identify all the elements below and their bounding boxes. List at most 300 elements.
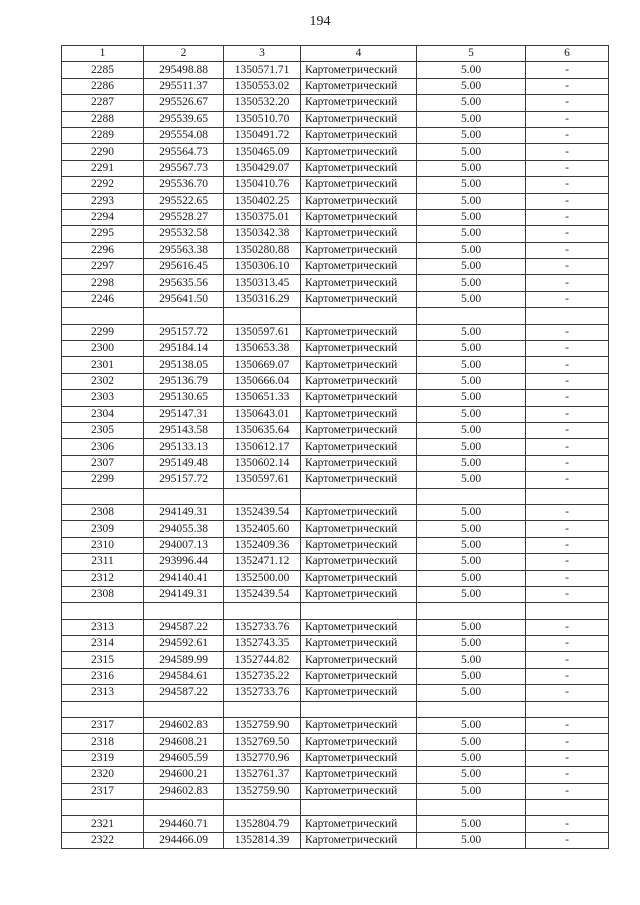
cell-description: -	[526, 341, 609, 357]
cell-description: -	[526, 209, 609, 225]
cell-y-coordinate: 1350429.07	[224, 160, 301, 176]
cell-point-number	[62, 701, 144, 717]
cell-description: -	[526, 406, 609, 422]
cell-y-coordinate: 1352405.60	[224, 521, 301, 537]
cell-point-number: 2296	[62, 242, 144, 258]
cell-point-number: 2308	[62, 504, 144, 520]
cell-method: Картометрический	[301, 521, 417, 537]
cell-point-number: 2310	[62, 537, 144, 553]
cell-y-coordinate: 1350410.76	[224, 177, 301, 193]
cell-accuracy: 5.00	[417, 521, 526, 537]
cell-x-coordinate: 295136.79	[144, 373, 224, 389]
cell-point-number	[62, 488, 144, 504]
table-row	[62, 144, 609, 160]
separator-row	[62, 603, 609, 619]
cell-point-number: 2298	[62, 275, 144, 291]
table-row	[62, 160, 609, 176]
coordinates-table	[61, 45, 609, 849]
cell-accuracy: 5.00	[417, 62, 526, 78]
cell-accuracy: 5.00	[417, 455, 526, 471]
cell-x-coordinate: 295138.05	[144, 357, 224, 373]
cell-x-coordinate: 294608.21	[144, 734, 224, 750]
cell-method	[301, 701, 417, 717]
cell-point-number: 2287	[62, 95, 144, 111]
cell-method: Картометрический	[301, 685, 417, 701]
cell-description: -	[526, 390, 609, 406]
cell-accuracy: 5.00	[417, 144, 526, 160]
cell-description: -	[526, 586, 609, 602]
cell-method: Картометрический	[301, 144, 417, 160]
cell-x-coordinate: 294466.09	[144, 832, 224, 848]
cell-x-coordinate	[144, 701, 224, 717]
cell-accuracy: 5.00	[417, 554, 526, 570]
cell-x-coordinate: 295133.13	[144, 439, 224, 455]
cell-method: Картометрический	[301, 291, 417, 307]
cell-method: Картометрический	[301, 455, 417, 471]
cell-method	[301, 603, 417, 619]
table-row	[62, 439, 609, 455]
table-row	[62, 127, 609, 143]
cell-point-number: 2317	[62, 783, 144, 799]
cell-x-coordinate: 294149.31	[144, 504, 224, 520]
cell-y-coordinate	[224, 603, 301, 619]
cell-x-coordinate: 295143.58	[144, 422, 224, 438]
cell-method: Картометрический	[301, 570, 417, 586]
cell-y-coordinate: 1350612.17	[224, 439, 301, 455]
cell-method: Картометрический	[301, 652, 417, 668]
cell-accuracy: 5.00	[417, 226, 526, 242]
table-row	[62, 554, 609, 570]
cell-y-coordinate: 1352743.35	[224, 636, 301, 652]
cell-description: -	[526, 750, 609, 766]
cell-point-number: 2294	[62, 209, 144, 225]
cell-point-number: 2308	[62, 586, 144, 602]
cell-accuracy: 5.00	[417, 652, 526, 668]
cell-x-coordinate: 294149.31	[144, 586, 224, 602]
cell-description: -	[526, 78, 609, 94]
table-row	[62, 668, 609, 684]
cell-point-number: 2293	[62, 193, 144, 209]
cell-accuracy: 5.00	[417, 209, 526, 225]
table-row	[62, 718, 609, 734]
cell-point-number: 2285	[62, 62, 144, 78]
cell-point-number: 2318	[62, 734, 144, 750]
cell-accuracy: 5.00	[417, 177, 526, 193]
cell-x-coordinate: 294587.22	[144, 619, 224, 635]
cell-point-number: 2302	[62, 373, 144, 389]
cell-x-coordinate: 295641.50	[144, 291, 224, 307]
cell-method: Картометрический	[301, 422, 417, 438]
cell-y-coordinate: 1352733.76	[224, 619, 301, 635]
cell-method: Картометрический	[301, 160, 417, 176]
cell-y-coordinate: 1352769.50	[224, 734, 301, 750]
table-row	[62, 357, 609, 373]
cell-y-coordinate: 1352735.22	[224, 668, 301, 684]
cell-accuracy	[417, 603, 526, 619]
table-row	[62, 586, 609, 602]
cell-x-coordinate: 295526.67	[144, 95, 224, 111]
cell-method: Картометрический	[301, 750, 417, 766]
cell-y-coordinate: 1350402.25	[224, 193, 301, 209]
cell-accuracy: 5.00	[417, 242, 526, 258]
cell-x-coordinate: 294589.99	[144, 652, 224, 668]
cell-accuracy: 5.00	[417, 390, 526, 406]
separator-row	[62, 799, 609, 815]
cell-y-coordinate: 1350553.02	[224, 78, 301, 94]
cell-x-coordinate: 295539.65	[144, 111, 224, 127]
cell-accuracy: 5.00	[417, 439, 526, 455]
cell-point-number	[62, 308, 144, 324]
cell-method	[301, 488, 417, 504]
table-row	[62, 816, 609, 832]
cell-x-coordinate: 295532.58	[144, 226, 224, 242]
cell-accuracy: 5.00	[417, 816, 526, 832]
header-cell-1: 1	[62, 46, 144, 62]
cell-point-number: 2304	[62, 406, 144, 422]
cell-accuracy: 5.00	[417, 832, 526, 848]
table-row	[62, 832, 609, 848]
cell-point-number: 2313	[62, 685, 144, 701]
cell-accuracy: 5.00	[417, 422, 526, 438]
cell-x-coordinate: 295528.27	[144, 209, 224, 225]
cell-method: Картометрический	[301, 472, 417, 488]
cell-method: Картометрический	[301, 504, 417, 520]
cell-description: -	[526, 718, 609, 734]
cell-accuracy: 5.00	[417, 357, 526, 373]
cell-accuracy: 5.00	[417, 95, 526, 111]
cell-accuracy: 5.00	[417, 275, 526, 291]
cell-point-number	[62, 799, 144, 815]
cell-point-number: 2319	[62, 750, 144, 766]
cell-description: -	[526, 767, 609, 783]
cell-method: Картометрический	[301, 734, 417, 750]
cell-accuracy: 5.00	[417, 373, 526, 389]
cell-description: -	[526, 816, 609, 832]
cell-x-coordinate: 295149.48	[144, 455, 224, 471]
cell-x-coordinate: 294605.59	[144, 750, 224, 766]
cell-x-coordinate: 294140.41	[144, 570, 224, 586]
cell-description: -	[526, 373, 609, 389]
cell-description: -	[526, 636, 609, 652]
cell-accuracy: 5.00	[417, 160, 526, 176]
cell-y-coordinate: 1350651.33	[224, 390, 301, 406]
cell-accuracy	[417, 308, 526, 324]
cell-y-coordinate: 1352759.90	[224, 783, 301, 799]
cell-x-coordinate: 295498.88	[144, 62, 224, 78]
table-header-row	[62, 46, 609, 62]
cell-x-coordinate: 294007.13	[144, 537, 224, 553]
cell-x-coordinate: 294460.71	[144, 816, 224, 832]
header-cell-3: 3	[224, 46, 301, 62]
cell-point-number: 2307	[62, 455, 144, 471]
table-row	[62, 390, 609, 406]
cell-point-number: 2301	[62, 357, 144, 373]
table-row	[62, 734, 609, 750]
cell-description: -	[526, 521, 609, 537]
table-row	[62, 177, 609, 193]
cell-accuracy: 5.00	[417, 718, 526, 734]
cell-description: -	[526, 832, 609, 848]
cell-accuracy: 5.00	[417, 193, 526, 209]
cell-x-coordinate: 295147.31	[144, 406, 224, 422]
cell-description: -	[526, 242, 609, 258]
cell-y-coordinate: 1350342.38	[224, 226, 301, 242]
cell-point-number: 2314	[62, 636, 144, 652]
cell-y-coordinate: 1352439.54	[224, 504, 301, 520]
cell-y-coordinate: 1350306.10	[224, 259, 301, 275]
cell-y-coordinate: 1350280.88	[224, 242, 301, 258]
cell-point-number: 2289	[62, 127, 144, 143]
cell-y-coordinate: 1352471.12	[224, 554, 301, 570]
cell-description: -	[526, 439, 609, 455]
table-row	[62, 275, 609, 291]
cell-accuracy	[417, 799, 526, 815]
cell-description: -	[526, 111, 609, 127]
cell-accuracy: 5.00	[417, 406, 526, 422]
cell-method	[301, 799, 417, 815]
cell-x-coordinate: 294600.21	[144, 767, 224, 783]
table-row	[62, 619, 609, 635]
table-row	[62, 685, 609, 701]
table-row	[62, 78, 609, 94]
cell-y-coordinate: 1350635.64	[224, 422, 301, 438]
cell-method: Картометрический	[301, 832, 417, 848]
cell-point-number: 2315	[62, 652, 144, 668]
table-row	[62, 373, 609, 389]
table-row	[62, 226, 609, 242]
separator-row	[62, 488, 609, 504]
cell-x-coordinate: 294587.22	[144, 685, 224, 701]
cell-description	[526, 603, 609, 619]
cell-x-coordinate: 294602.83	[144, 783, 224, 799]
cell-y-coordinate: 1350532.20	[224, 95, 301, 111]
cell-accuracy: 5.00	[417, 127, 526, 143]
cell-point-number: 2290	[62, 144, 144, 160]
cell-method: Картометрический	[301, 816, 417, 832]
cell-y-coordinate: 1352770.96	[224, 750, 301, 766]
table-row	[62, 193, 609, 209]
cell-accuracy: 5.00	[417, 324, 526, 340]
cell-x-coordinate: 295522.65	[144, 193, 224, 209]
cell-accuracy: 5.00	[417, 767, 526, 783]
cell-description: -	[526, 127, 609, 143]
table-row	[62, 504, 609, 520]
cell-accuracy: 5.00	[417, 668, 526, 684]
cell-point-number: 2320	[62, 767, 144, 783]
header-cell-6: 6	[526, 46, 609, 62]
header-cell-5: 5	[417, 46, 526, 62]
cell-method: Картометрический	[301, 242, 417, 258]
cell-description: -	[526, 226, 609, 242]
table-body	[62, 62, 609, 849]
table-row	[62, 455, 609, 471]
cell-method: Картометрический	[301, 193, 417, 209]
cell-description: -	[526, 160, 609, 176]
table-row	[62, 783, 609, 799]
cell-method: Картометрический	[301, 275, 417, 291]
cell-accuracy: 5.00	[417, 537, 526, 553]
cell-y-coordinate: 1352759.90	[224, 718, 301, 734]
cell-description	[526, 799, 609, 815]
table-row	[62, 750, 609, 766]
table-row	[62, 111, 609, 127]
cell-point-number: 2322	[62, 832, 144, 848]
cell-accuracy: 5.00	[417, 504, 526, 520]
cell-method: Картометрический	[301, 554, 417, 570]
cell-y-coordinate: 1350316.29	[224, 291, 301, 307]
cell-description: -	[526, 177, 609, 193]
cell-accuracy	[417, 701, 526, 717]
cell-description: -	[526, 324, 609, 340]
cell-method: Картометрический	[301, 177, 417, 193]
cell-method: Картометрический	[301, 439, 417, 455]
cell-x-coordinate: 294602.83	[144, 718, 224, 734]
cell-y-coordinate: 1352804.79	[224, 816, 301, 832]
cell-point-number: 2295	[62, 226, 144, 242]
cell-description: -	[526, 291, 609, 307]
cell-description: -	[526, 619, 609, 635]
separator-row	[62, 701, 609, 717]
cell-description: -	[526, 537, 609, 553]
cell-point-number	[62, 603, 144, 619]
cell-point-number: 2286	[62, 78, 144, 94]
table-row	[62, 242, 609, 258]
table-row	[62, 95, 609, 111]
cell-point-number: 2303	[62, 390, 144, 406]
cell-method: Картометрический	[301, 209, 417, 225]
cell-accuracy: 5.00	[417, 685, 526, 701]
cell-point-number: 2317	[62, 718, 144, 734]
cell-x-coordinate: 295567.73	[144, 160, 224, 176]
cell-y-coordinate: 1350653.38	[224, 341, 301, 357]
cell-method: Картометрический	[301, 111, 417, 127]
cell-x-coordinate: 295130.65	[144, 390, 224, 406]
table-row	[62, 472, 609, 488]
cell-method: Картометрический	[301, 95, 417, 111]
cell-accuracy: 5.00	[417, 111, 526, 127]
cell-y-coordinate: 1352744.82	[224, 652, 301, 668]
table-row	[62, 209, 609, 225]
cell-description: -	[526, 357, 609, 373]
cell-point-number: 2300	[62, 341, 144, 357]
cell-x-coordinate: 295616.45	[144, 259, 224, 275]
cell-y-coordinate: 1352733.76	[224, 685, 301, 701]
cell-y-coordinate: 1350465.09	[224, 144, 301, 160]
cell-x-coordinate: 294592.61	[144, 636, 224, 652]
cell-description: -	[526, 570, 609, 586]
cell-accuracy: 5.00	[417, 636, 526, 652]
cell-point-number: 2313	[62, 619, 144, 635]
cell-y-coordinate: 1350491.72	[224, 127, 301, 143]
cell-point-number: 2292	[62, 177, 144, 193]
cell-method: Картометрический	[301, 586, 417, 602]
table-row	[62, 406, 609, 422]
cell-accuracy: 5.00	[417, 291, 526, 307]
cell-y-coordinate: 1350375.01	[224, 209, 301, 225]
cell-y-coordinate: 1352500.00	[224, 570, 301, 586]
cell-x-coordinate: 295184.14	[144, 341, 224, 357]
cell-point-number: 2316	[62, 668, 144, 684]
cell-description: -	[526, 783, 609, 799]
cell-point-number: 2309	[62, 521, 144, 537]
cell-accuracy: 5.00	[417, 734, 526, 750]
cell-method: Картометрический	[301, 78, 417, 94]
cell-x-coordinate: 295554.08	[144, 127, 224, 143]
cell-y-coordinate: 1352761.37	[224, 767, 301, 783]
cell-point-number: 2297	[62, 259, 144, 275]
cell-y-coordinate: 1352409.36	[224, 537, 301, 553]
cell-accuracy: 5.00	[417, 570, 526, 586]
cell-accuracy: 5.00	[417, 783, 526, 799]
cell-x-coordinate: 293996.44	[144, 554, 224, 570]
cell-y-coordinate: 1350669.07	[224, 357, 301, 373]
table-row	[62, 636, 609, 652]
cell-point-number: 2311	[62, 554, 144, 570]
cell-point-number: 2291	[62, 160, 144, 176]
cell-accuracy: 5.00	[417, 586, 526, 602]
cell-description: -	[526, 422, 609, 438]
cell-description	[526, 701, 609, 717]
cell-y-coordinate: 1350643.01	[224, 406, 301, 422]
cell-method: Картометрический	[301, 324, 417, 340]
cell-method	[301, 308, 417, 324]
cell-x-coordinate: 295564.73	[144, 144, 224, 160]
cell-method: Картометрический	[301, 373, 417, 389]
cell-method: Картометрический	[301, 668, 417, 684]
cell-description: -	[526, 144, 609, 160]
cell-y-coordinate: 1350510.70	[224, 111, 301, 127]
header-cell-2: 2	[144, 46, 224, 62]
cell-x-coordinate	[144, 488, 224, 504]
cell-description: -	[526, 554, 609, 570]
cell-method: Картометрический	[301, 226, 417, 242]
cell-point-number: 2299	[62, 472, 144, 488]
cell-method: Картометрический	[301, 357, 417, 373]
cell-y-coordinate	[224, 308, 301, 324]
header-cell-4: 4	[301, 46, 417, 62]
cell-point-number: 2306	[62, 439, 144, 455]
cell-method: Картометрический	[301, 636, 417, 652]
cell-y-coordinate: 1350597.61	[224, 324, 301, 340]
cell-accuracy: 5.00	[417, 619, 526, 635]
cell-y-coordinate: 1350571.71	[224, 62, 301, 78]
cell-description: -	[526, 472, 609, 488]
cell-method: Картометрический	[301, 406, 417, 422]
cell-description	[526, 488, 609, 504]
cell-accuracy: 5.00	[417, 259, 526, 275]
cell-method: Картометрический	[301, 390, 417, 406]
table-row	[62, 652, 609, 668]
table-row	[62, 422, 609, 438]
cell-description: -	[526, 259, 609, 275]
cell-method: Картометрический	[301, 767, 417, 783]
table-row	[62, 767, 609, 783]
separator-row	[62, 308, 609, 324]
cell-description: -	[526, 62, 609, 78]
cell-x-coordinate	[144, 308, 224, 324]
cell-point-number: 2299	[62, 324, 144, 340]
cell-y-coordinate	[224, 799, 301, 815]
cell-description: -	[526, 95, 609, 111]
cell-method: Картометрический	[301, 127, 417, 143]
cell-accuracy: 5.00	[417, 750, 526, 766]
cell-description: -	[526, 504, 609, 520]
cell-x-coordinate: 295635.56	[144, 275, 224, 291]
cell-x-coordinate: 294055.38	[144, 521, 224, 537]
table-row	[62, 570, 609, 586]
cell-y-coordinate: 1352814.39	[224, 832, 301, 848]
cell-y-coordinate: 1350602.14	[224, 455, 301, 471]
